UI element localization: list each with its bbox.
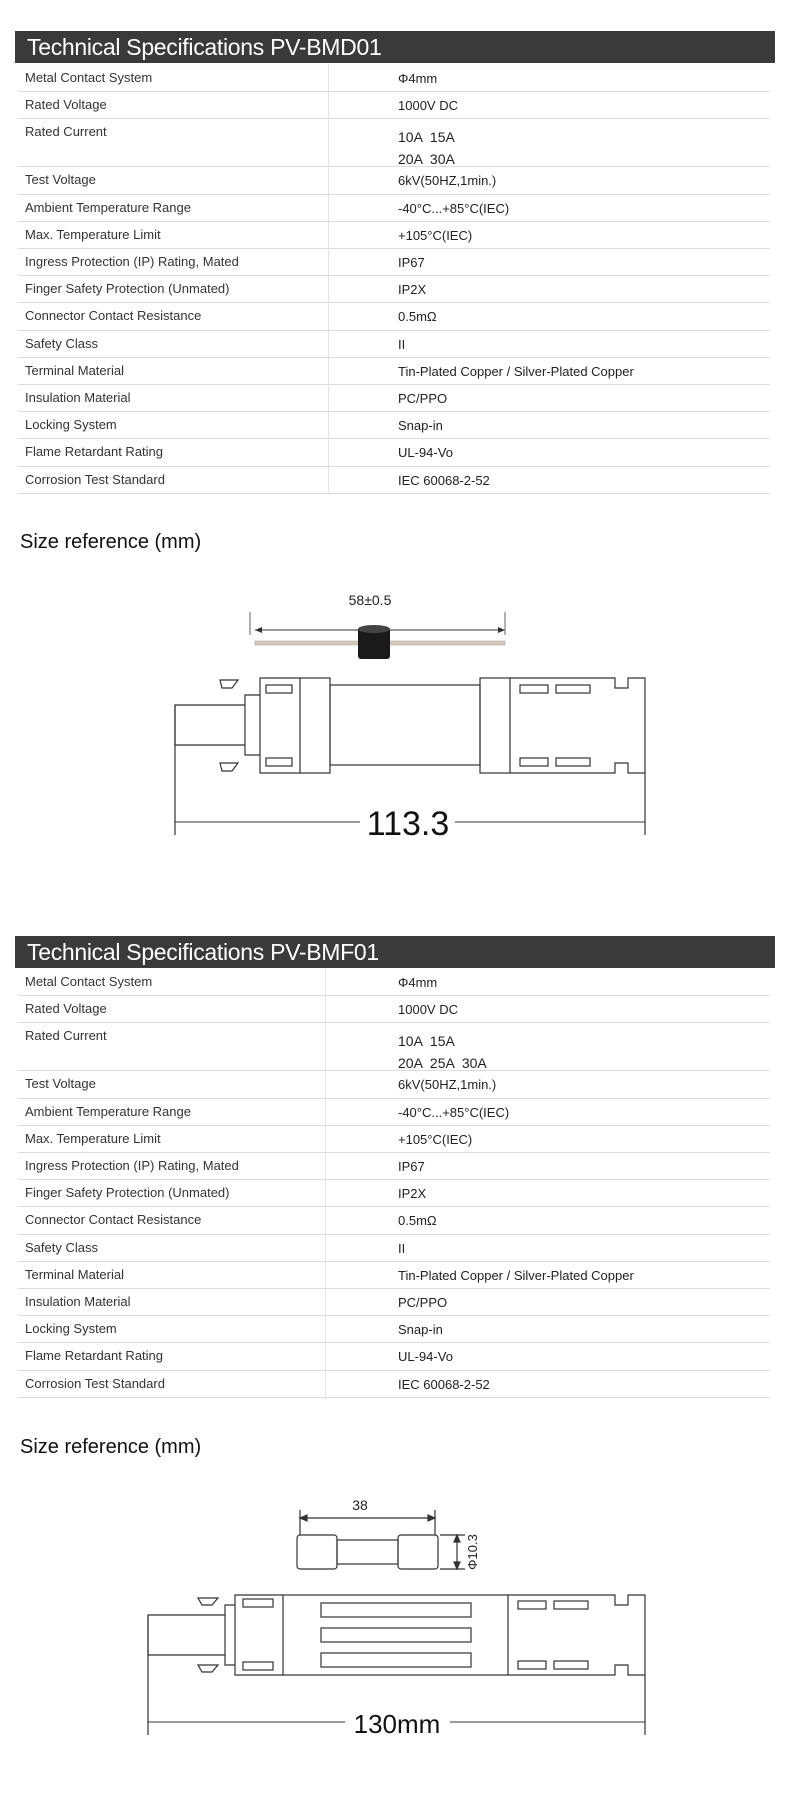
size-reference-title: Size reference (mm): [20, 531, 202, 553]
spec-row: [18, 275, 770, 303]
spec-label: Finger Safety Protection (Unmated): [25, 1185, 230, 1201]
spec-label: Max. Temperature Limit: [25, 1130, 161, 1146]
spec-row: [18, 411, 770, 439]
spec-value: +105°C(IEC): [398, 227, 473, 243]
spec-value: +105°C(IEC): [398, 1131, 473, 1147]
spec-value: PC/PPO: [398, 391, 448, 406]
spec-row: [18, 1206, 770, 1234]
spec-label: Max. Temperature Limit: [25, 226, 161, 242]
spec-row: [18, 438, 770, 466]
spec-row: [18, 166, 770, 194]
spec-row: [18, 330, 770, 358]
spec-row: [18, 968, 770, 996]
spec-row: [18, 64, 770, 92]
spec-row: [18, 248, 770, 276]
spec-label: Insulation Material: [25, 1294, 131, 1309]
spec-label: Safety Class: [25, 335, 98, 351]
spec-row: [18, 1125, 770, 1153]
spec-row: [18, 384, 770, 412]
fuse-with-leads-icon: [250, 612, 505, 659]
spec-label: Metal Contact System: [25, 974, 153, 989]
total-length-label: 113.3: [366, 805, 450, 843]
cartridge-fuse-icon: [297, 1510, 465, 1569]
fuse-diameter-label: Φ10.3: [465, 1534, 480, 1570]
spec-row: [18, 995, 770, 1023]
spec-row: [18, 466, 770, 494]
spec-row: [18, 1234, 770, 1262]
spec-value: Snap-in: [398, 418, 443, 434]
spec-value: Tin-Plated Copper / Silver-Plated Copper: [398, 1267, 634, 1283]
spec-value: 1000V DC: [398, 98, 458, 114]
spec-label: Terminal Material: [25, 1266, 124, 1282]
spec-label: Flame Retardant Rating: [25, 444, 164, 460]
spec-value: II: [398, 336, 406, 352]
spec-row: [18, 1315, 770, 1343]
spec-label: Rated Current: [25, 124, 107, 140]
spec-value: 0.5mΩ: [398, 309, 437, 325]
spec-row: [18, 357, 770, 385]
spec-row: [18, 1070, 770, 1098]
fuse-dimension-label: 38: [352, 1497, 368, 1513]
spec-row: [18, 1152, 770, 1180]
spec-value: -40°C...+85°C(IEC): [398, 200, 510, 216]
size-reference-title: Size reference (mm): [20, 1436, 202, 1458]
column-divider: [325, 968, 326, 1397]
spec-row: [18, 91, 770, 119]
spec-label: Flame Retardant Rating: [25, 1348, 164, 1364]
spec-value: IP67: [398, 1159, 425, 1174]
spec-row: [18, 221, 770, 249]
size-diagram-bmd01: [0, 575, 790, 875]
spec-label: Safety Class: [25, 1239, 98, 1255]
spec-value: Snap-in: [398, 1322, 443, 1338]
spec-value: Φ4mm: [398, 71, 438, 86]
spec-row: [18, 1098, 770, 1126]
spec-label: Connector Contact Resistance: [25, 308, 202, 324]
spec-value: 1000V DC: [398, 1002, 458, 1018]
spec-value: IP2X: [398, 282, 427, 298]
spec-table: [18, 64, 770, 504]
spec-label: Test Voltage: [25, 1076, 96, 1092]
total-length-label: 130mm: [353, 1709, 441, 1739]
spec-value: 6kV(50HZ,1min.): [398, 173, 497, 189]
spec-value: Φ4mm: [398, 975, 438, 990]
spec-row: [18, 194, 770, 222]
spec-label: Ambient Temperature Range: [25, 199, 191, 215]
spec-label: Locking System: [25, 417, 117, 433]
spec-label: Ambient Temperature Range: [25, 1103, 191, 1119]
spec-label: Finger Safety Protection (Unmated): [25, 281, 230, 297]
fuse-dimension-label: 58±0.5: [348, 592, 392, 608]
spec-row: [18, 1370, 770, 1398]
spec-label: Connector Contact Resistance: [25, 1212, 202, 1228]
spec-value: 6kV(50HZ,1min.): [398, 1077, 497, 1093]
spec-table: [18, 968, 770, 1408]
spec-label: Ingress Protection (IP) Rating, Mated: [25, 254, 239, 269]
spec-row: [18, 1022, 770, 1071]
spec-label: Rated Voltage: [25, 1001, 107, 1017]
spec-row: [18, 118, 770, 167]
column-divider: [328, 64, 329, 493]
spec-label: Ingress Protection (IP) Rating, Mated: [25, 1158, 239, 1173]
spec-label: Locking System: [25, 1321, 117, 1337]
spec-value: Tin-Plated Copper / Silver-Plated Copper: [398, 363, 634, 379]
spec-value: IP67: [398, 255, 425, 270]
spec-label: Rated Voltage: [25, 97, 107, 113]
spec-label: Test Voltage: [25, 172, 96, 188]
spec-label: Corrosion Test Standard: [25, 471, 165, 487]
spec-row: [18, 302, 770, 330]
spec-header: Technical Specifications PV-BMF01: [15, 936, 775, 968]
spec-value: IEC 60068-2-52: [398, 472, 490, 488]
spec-label: Rated Current: [25, 1028, 107, 1044]
spec-value: 10A 15A 20A 25A 30A: [398, 1033, 487, 1072]
spec-row: [18, 1342, 770, 1370]
spec-value: 0.5mΩ: [398, 1213, 437, 1229]
spec-label: Insulation Material: [25, 390, 131, 405]
spec-row: [18, 1261, 770, 1289]
spec-row: [18, 1288, 770, 1316]
spec-label: Corrosion Test Standard: [25, 1375, 165, 1391]
spec-value: II: [398, 1240, 406, 1256]
spec-value: UL-94-Vo: [398, 1349, 453, 1365]
spec-value: IP2X: [398, 1186, 427, 1202]
spec-label: Metal Contact System: [25, 70, 153, 85]
size-diagram-bmf01: [0, 1490, 790, 1780]
spec-value: UL-94-Vo: [398, 445, 453, 461]
spec-value: IEC 60068-2-52: [398, 1376, 490, 1392]
spec-value: -40°C...+85°C(IEC): [398, 1104, 510, 1120]
spec-label: Terminal Material: [25, 362, 124, 378]
spec-value: 10A 15A 20A 30A: [398, 129, 455, 168]
spec-header: Technical Specifications PV-BMD01: [15, 31, 775, 63]
spec-row: [18, 1179, 770, 1207]
spec-value: PC/PPO: [398, 1295, 448, 1310]
